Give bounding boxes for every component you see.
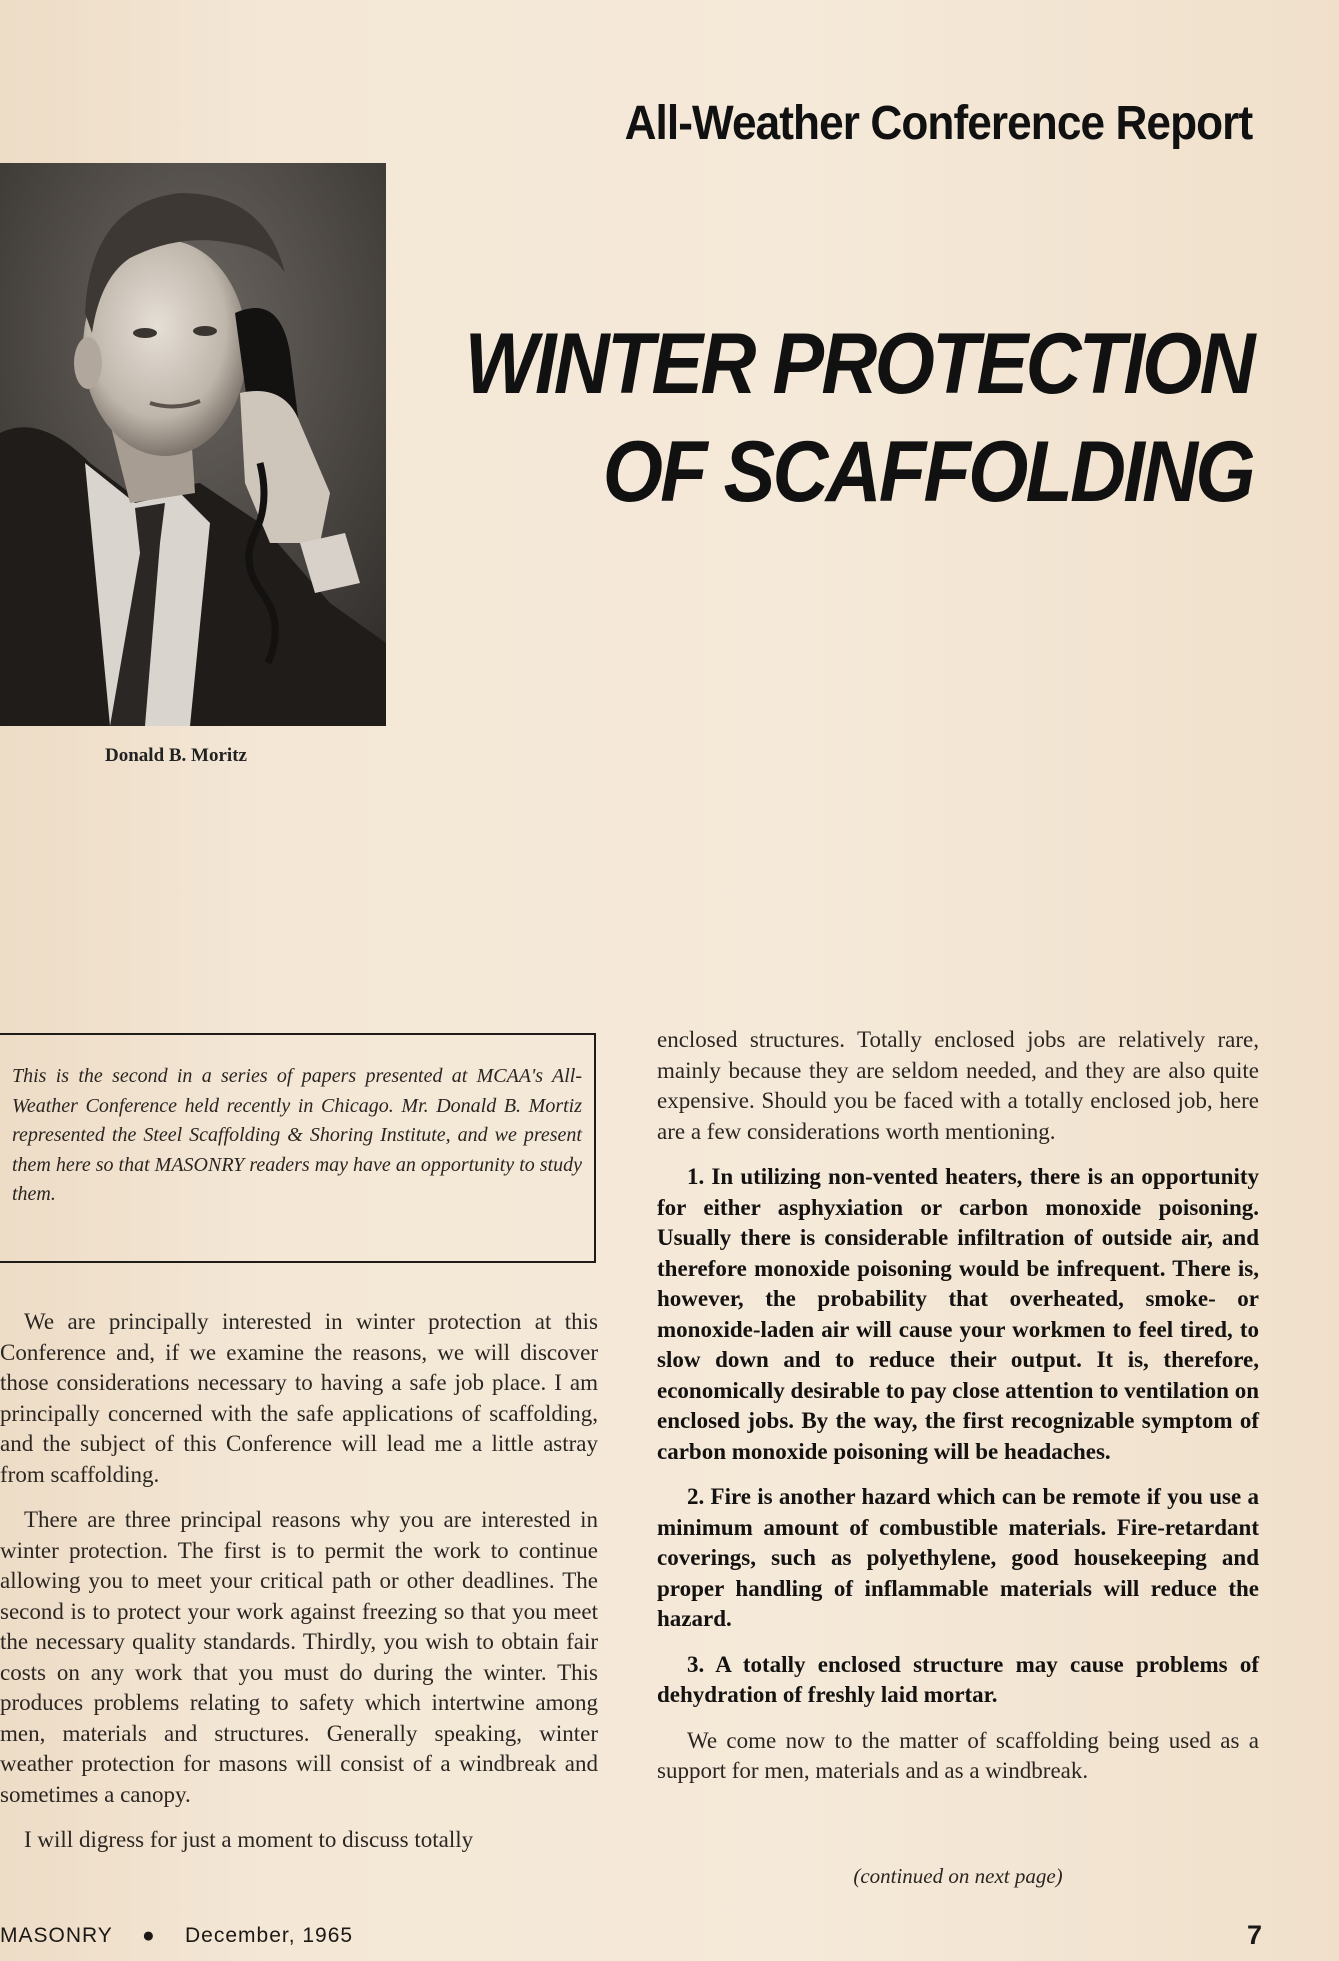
right-paragraph-4: 3. A totally enclosed structure may cause problems of dehydration of freshly laid mortar. [657,1651,1259,1707]
right-paragraph-1: enclosed structures. Totally enclosed jobs are relatively rare, mainly because they are seldom needed, and they are also quite expensive. Should you be faced with a totally enclosed job, here are a few considerations worth mentioning. [657,1027,1259,1144]
left-column [0,1307,598,1871]
intro-text: This is the second in a series of papers presented at MCAA's All-Weather Conference held recently in Chicago. Mr. Donald B. Mortiz represented the Steel Scaffolding & Shoring Institute, and we present them here so that MASONRY readers may have an opportunity to study them. [12,1065,582,1205]
left-paragraph-3: I will digress for just a moment to discuss totally [24,1827,474,1852]
author-photo [0,163,386,726]
continued-note: (continued on next page) [853,1864,1063,1888]
page-footer [0,1920,1339,1954]
title-line-2: OF SCAFFOLDING [602,424,1253,520]
footer-magazine: MASONRY [0,1924,113,1947]
article-title [465,310,1253,526]
right-paragraph-2: 1. In utilizing non-vented heaters, there is an opportunity for either asphyxiation or carbon monoxide poisoning. Usually there is considerable infiltration of outside air, and therefore monoxide poisoning would be infrequent. There is, however, the probability that overheated, smoke- or monoxide-laden air will cause your workmen to feel tired, to slow down and to reduce their output. It is, therefore, economically desirable to pay close attention to ventilation on enclosed jobs. By the way, the first recognizable symptom of carbon monoxide poisoning will be headaches. [657,1164,1259,1464]
page-number: 7 [1246,1920,1263,1950]
intro-box [0,1033,596,1263]
author-portrait-image [0,163,386,726]
right-paragraph-5: We come now to the matter of scaffolding being used as a support for men, materials and as a windbreak. [657,1727,1259,1783]
left-paragraph-2: There are three principal reasons why you are interested in winter protection. The first is to permit the work to continue allowing you to meet your critical path or other deadlines. The second is to protect your work against freezing so that you meet the necessary quality standards. Thirdly, you wish to obtain fair costs on any work that you must do during the winter. This produces problems relating to safety which intertwine among men, materials and structures. Generally speaking, winter weather protection for masons will consist of a windbreak and sometimes a canopy. [0,1507,598,1807]
left-paragraph-1: We are principally interested in winter protection at this Conference and, if we examine the reasons, we will discover those considerations necessary to having a safe job place. I am principally concerned with the safe applications of scaffolding, and the subject of this Conference will lead me a little astray from scaffolding. [0,1309,598,1487]
right-paragraph-3: 2. Fire is another hazard which can be remote if you use a minimum amount of combustible materials. Fire-retardant coverings, such as polyethylene, good housekeeping and proper handling of inflammable materials will reduce the hazard. [657,1484,1259,1631]
section-kicker: All-Weather Conference Report [624,97,1252,150]
footer-bullet: ● [142,1924,156,1947]
right-column [657,1025,1259,1802]
footer-date: December, 1965 [185,1924,354,1947]
photo-caption: Donald B. Moritz [105,745,247,766]
title-line-1: WINTER PROTECTION [464,316,1253,412]
